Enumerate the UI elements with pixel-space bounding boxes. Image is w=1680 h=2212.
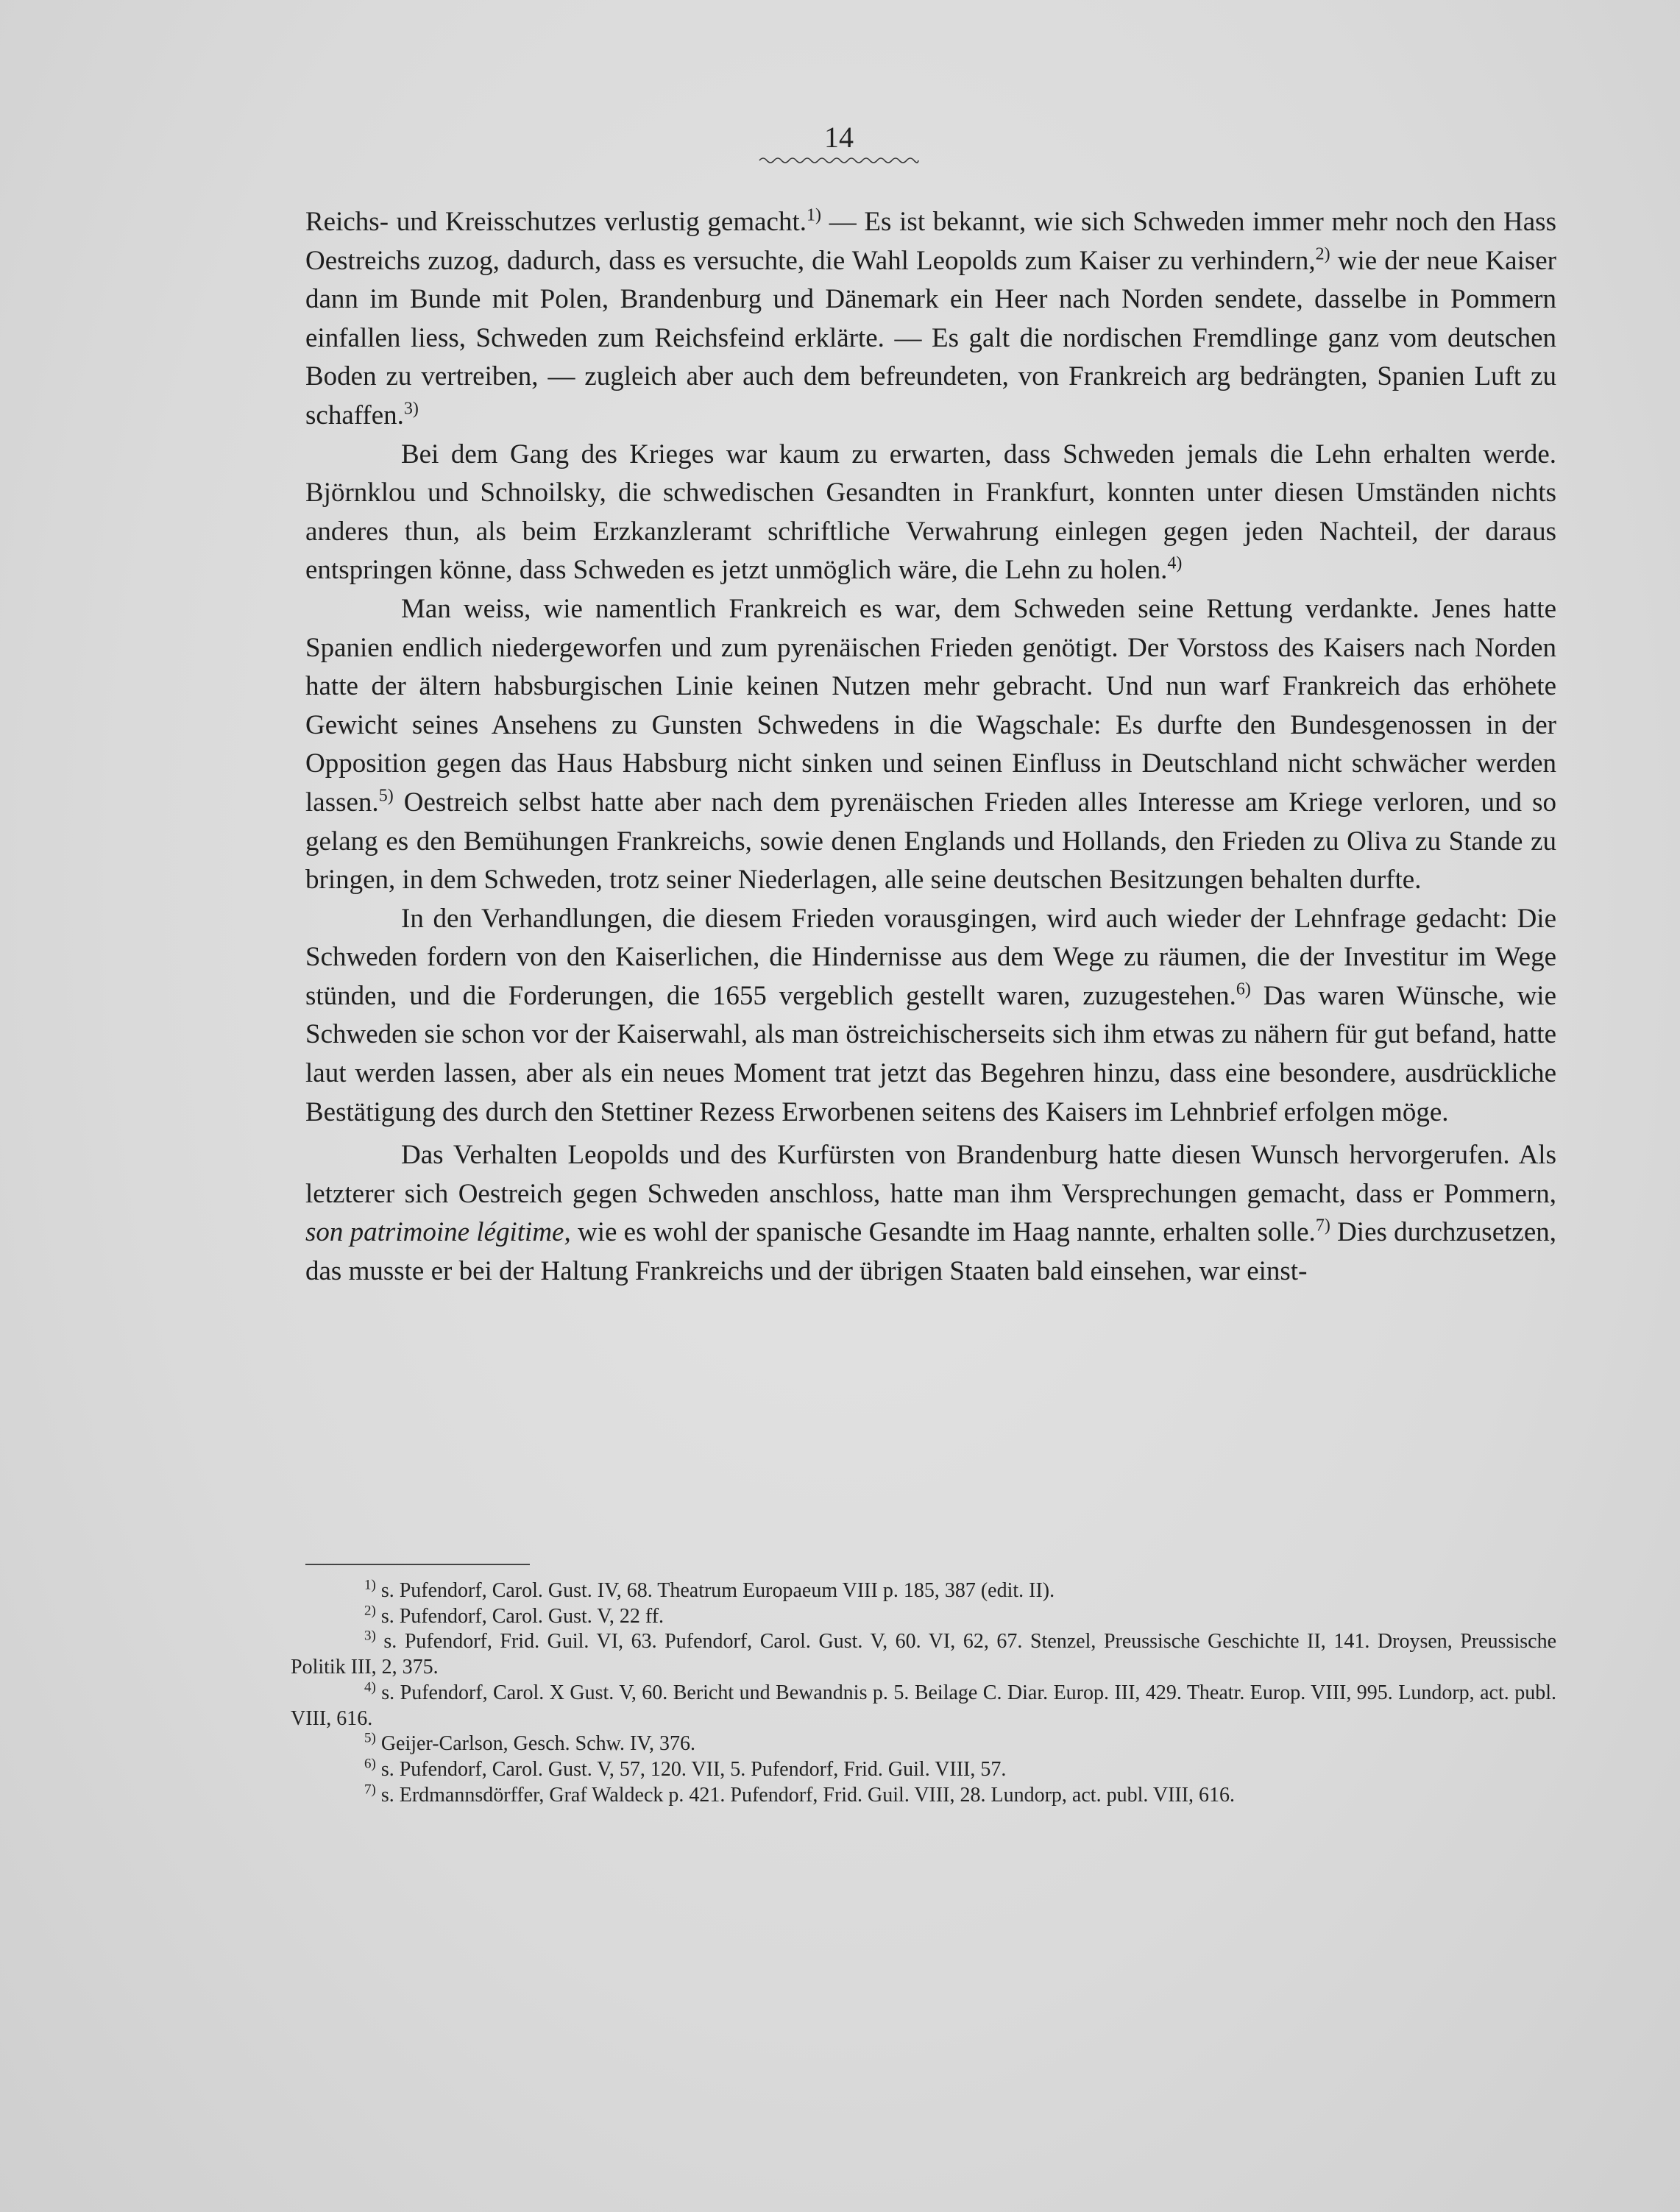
footnote-mark: 5)	[364, 1730, 376, 1746]
footnote-text: s. Pufendorf, Carol. Gust. V, 57, 120. VII, 5. Pufendorf, Frid. Guil. VIII, 57.	[375, 1757, 1007, 1781]
text-segment: Dies durchzusetzen, das musste er bei der Haltung Frankreichs und der übrigen Staaten bald einsehen, war einst-	[305, 1217, 1557, 1287]
paragraph	[305, 203, 1556, 436]
footnote	[291, 1629, 1556, 1680]
footnote-text: s. Erdmannsdörffer, Graf Waldeck p. 421. Pufendorf, Frid. Guil. VIII, 28. Lundorp, act. publ. VIII, 616.	[375, 1783, 1236, 1807]
footnote-reference: 4)	[1167, 554, 1183, 574]
paragraph	[305, 436, 1556, 590]
paragraph	[305, 900, 1556, 1132]
footnote-text: s. Pufendorf, Frid. Guil. VI, 63. Pufendorf, Carol. Gust. V, 60. VI, 62, 67. Stenzel, Preussische Geschichte II, 141. Droysen, Preussische Politik III, 2, 375.	[291, 1630, 1556, 1679]
body-text	[305, 203, 1556, 1291]
footnote-reference: 1)	[806, 205, 821, 225]
text-segment: Bei dem Gang des Krieges war kaum zu erwarten, dass Schweden jemals die Lehn erhalten werde. Björnklou und Schnoilsky, die schwedischen Gesandten in Frankfurt, konnten unter diesen Umständen nichts anderes thun, als beim Erzkanzleramt schriftliche Verwahrung einlegen gegen jeden Nachteil, der daraus entspringen könne, dass Schweden es jetzt unmöglich wäre, die Lehn zu holen.	[305, 439, 1556, 586]
footnote-mark: 2)	[364, 1603, 376, 1619]
footnote-reference: 6)	[1236, 979, 1251, 999]
footnote	[291, 1681, 1556, 1731]
wavy-ornament-icon	[758, 155, 920, 166]
footnote-mark: 1)	[364, 1577, 376, 1593]
footnote-text: s. Pufendorf, Carol. X Gust. V, 60. Bericht und Bewandnis p. 5. Beilage C. Diar. Europ. III, 429. Theatr. Europ. VIII, 995. Lundorp, act. publ. VIII, 616.	[291, 1681, 1556, 1730]
text-segment: Oestreich selbst hatte aber nach dem pyrenäischen Frieden alles Interesse am Kriege verloren, und so gelang es den Bemühungen Frankreichs, sowie denen Englands und Hollands, den Frieden zu Oliva zu Stande zu bringen, in dem Schweden, trotz seiner Niederlagen, alle seine deutschen Besitzungen behalten durfte.	[305, 787, 1556, 896]
footnote-separator	[305, 1564, 530, 1565]
italic-phrase: son patrimoine légitime,	[305, 1217, 571, 1248]
text-segment: In den Verhandlungen, die diesem Frieden vorausgingen, wird auch wieder der Lehnfrage gedacht: Die Schweden fordern von den Kaiserlichen, die Hindernisse aus dem Wege zu räumen, die der Investitur im Wege stünden, und die Forderungen, die 1655 vergeblich gestellt waren, zuzugestehen.	[305, 903, 1556, 1011]
footnote-reference: 3)	[403, 399, 419, 419]
footnote-mark: 6)	[364, 1756, 376, 1772]
footnote-reference: 5)	[378, 786, 394, 806]
footnote-mark: 4)	[364, 1679, 376, 1695]
text-segment: Reichs- und Kreisschutzes verlustig gemacht.	[305, 207, 807, 237]
footnote-mark: 3)	[364, 1628, 376, 1645]
page-number: 14	[824, 121, 854, 154]
footnote	[291, 1783, 1556, 1809]
text-segment: — Es ist bekannt, wie sich Schweden immer mehr noch den Hass Oestreichs zuzog, dadurch, dass es versuchte, die Wahl Leopolds zum Kaiser zu verhindern,	[305, 207, 1556, 276]
text-segment: Das waren Wünsche, wie Schweden sie schon vor der Kaiserwahl, als man östreichischerseits sich ihm etwas zu nähern für gut befand, hatte laut werden lassen, aber als ein neues Moment trat jetzt das Begehren hinzu, dass eine besondere, ausdrückliche Bestätigung des durch den Stettiner Rezess Erworbenen seitens des Kaisers im Lehnbrief erfolgen möge.	[305, 980, 1556, 1127]
paragraph	[305, 590, 1556, 900]
footnote-mark: 7)	[364, 1782, 376, 1798]
footnotes	[291, 1578, 1556, 1808]
footnote	[291, 1731, 1556, 1757]
footnote-reference: 7)	[1315, 1216, 1330, 1236]
footnote	[291, 1604, 1556, 1630]
page-header	[736, 121, 942, 166]
footnote	[291, 1757, 1556, 1783]
text-segment: wie der neue Kaiser dann im Bunde mit Polen, Brandenburg und Dänemark ein Heer nach Norden sendete, dasselbe in Pommern einfallen liess, Schweden zum Reichsfeind erklärte. — Es galt die nordischen Fremdlinge ganz vom deutschen Boden zu vertreiben, — zugleich aber auch dem befreundeten, von Frankreich arg bedrängten, Spanien Luft zu schaffen.	[305, 245, 1557, 430]
footnote-text: s. Pufendorf, Carol. Gust. V, 22 ff.	[375, 1604, 664, 1628]
footnote	[291, 1578, 1556, 1604]
text-segment: Man weiss, wie namentlich Frankreich es war, dem Schweden seine Rettung verdankte. Jenes hatte Spanien endlich niedergeworfen und zum pyrenäischen Frieden genötigt. Der Vorstoss des Kaisers nach Norden hatte der ältern habsburgischen Linie keinen Nutzen mehr gebracht. Und nun warf Frankreich das erhöhete Gewicht seines Ansehens zu Gunsten Schwedens in die Wagschale: Es durfte den Bundesgenossen in der Opposition gegen das Haus Habsburg nicht sinken und seinen Einfluss in Deutschland nicht schwächer werden lassen.	[305, 593, 1556, 818]
text-segment: Das Verhalten Leopolds und des Kurfürsten von Brandenburg hatte diesen Wunsch hervorgerufen. Als letzterer sich Oestreich gegen Schweden anschloss, hatte man ihm Versprechungen gemacht, dass er Pommern,	[305, 1140, 1556, 1209]
footnote-text: s. Pufendorf, Carol. Gust. IV, 68. Theatrum Europaeum VIII p. 185, 387 (edit. II).	[375, 1579, 1055, 1602]
text-segment: wie es wohl der spanische Gesandte im Haag nannte, erhalten solle.	[570, 1217, 1316, 1248]
footnote-text: Geijer-Carlson, Gesch. Schw. IV, 376.	[375, 1732, 695, 1756]
paragraph	[305, 1136, 1556, 1291]
footnote-reference: 2)	[1315, 244, 1330, 264]
